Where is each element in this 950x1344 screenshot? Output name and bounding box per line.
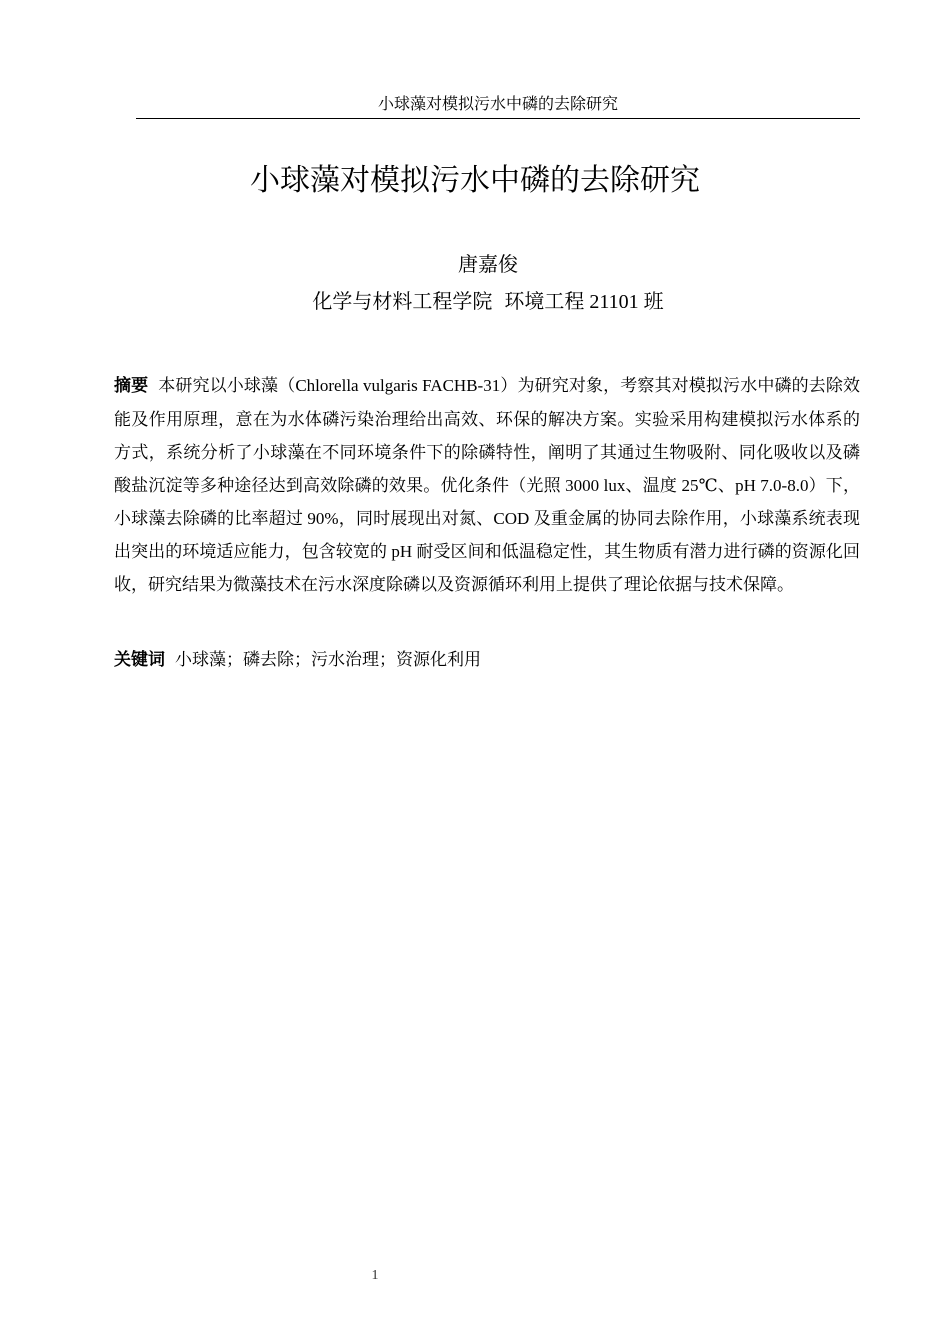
keywords-label: 关键词: [114, 650, 165, 670]
document-title: 小球藻对模拟污水中磷的去除研究: [250, 163, 700, 198]
affiliation-class: 环境工程 21101 班: [504, 291, 664, 313]
abstract-label: 摘要: [114, 376, 149, 396]
abstract-text: 本研究以小球藻（Chlorella vulgaris FACHB-31）为研究对象，考察其对模拟污水中磷的去除效能及作用原理，意在为水体磷污染治理给出高效、环保的解决方案。实验采用构建模拟污水体系的方式，系统分析了小球藻在不同环境条件下的除磷特性，阐明了其通过生物吸附、同化吸收以及磷酸盐沉淀等多种途径达到高效除磷的效果。优化条件（光照 3000 lux、温度 25℃、pH 7.0-8.0）下，小球藻去除磷的比率超过 90%，同时展现出对氮、COD 及重金属的协同去除作用，小球藻系统表现出突出的环境适应能力，包含较宽的 pH 耐受区间和低温稳定性，其生物质有潜力进行磷的资源化回收，研究结果为微藻技术在污水深度除磷以及资源循环利用上提供了理论依据与技术保障。: [114, 376, 860, 594]
running-header: 小球藻对模拟污水中磷的去除研究: [136, 92, 860, 119]
author-name: 唐嘉俊: [458, 254, 518, 276]
abstract-paragraph: [114, 369, 860, 601]
page-number: 1: [371, 1268, 379, 1283]
author-affiliation: [0, 287, 950, 317]
keywords-text: 小球藻；磷去除；污水治理；资源化利用: [175, 650, 481, 669]
affiliation-school: 化学与材料工程学院: [312, 291, 493, 313]
keywords-line: [114, 643, 860, 677]
